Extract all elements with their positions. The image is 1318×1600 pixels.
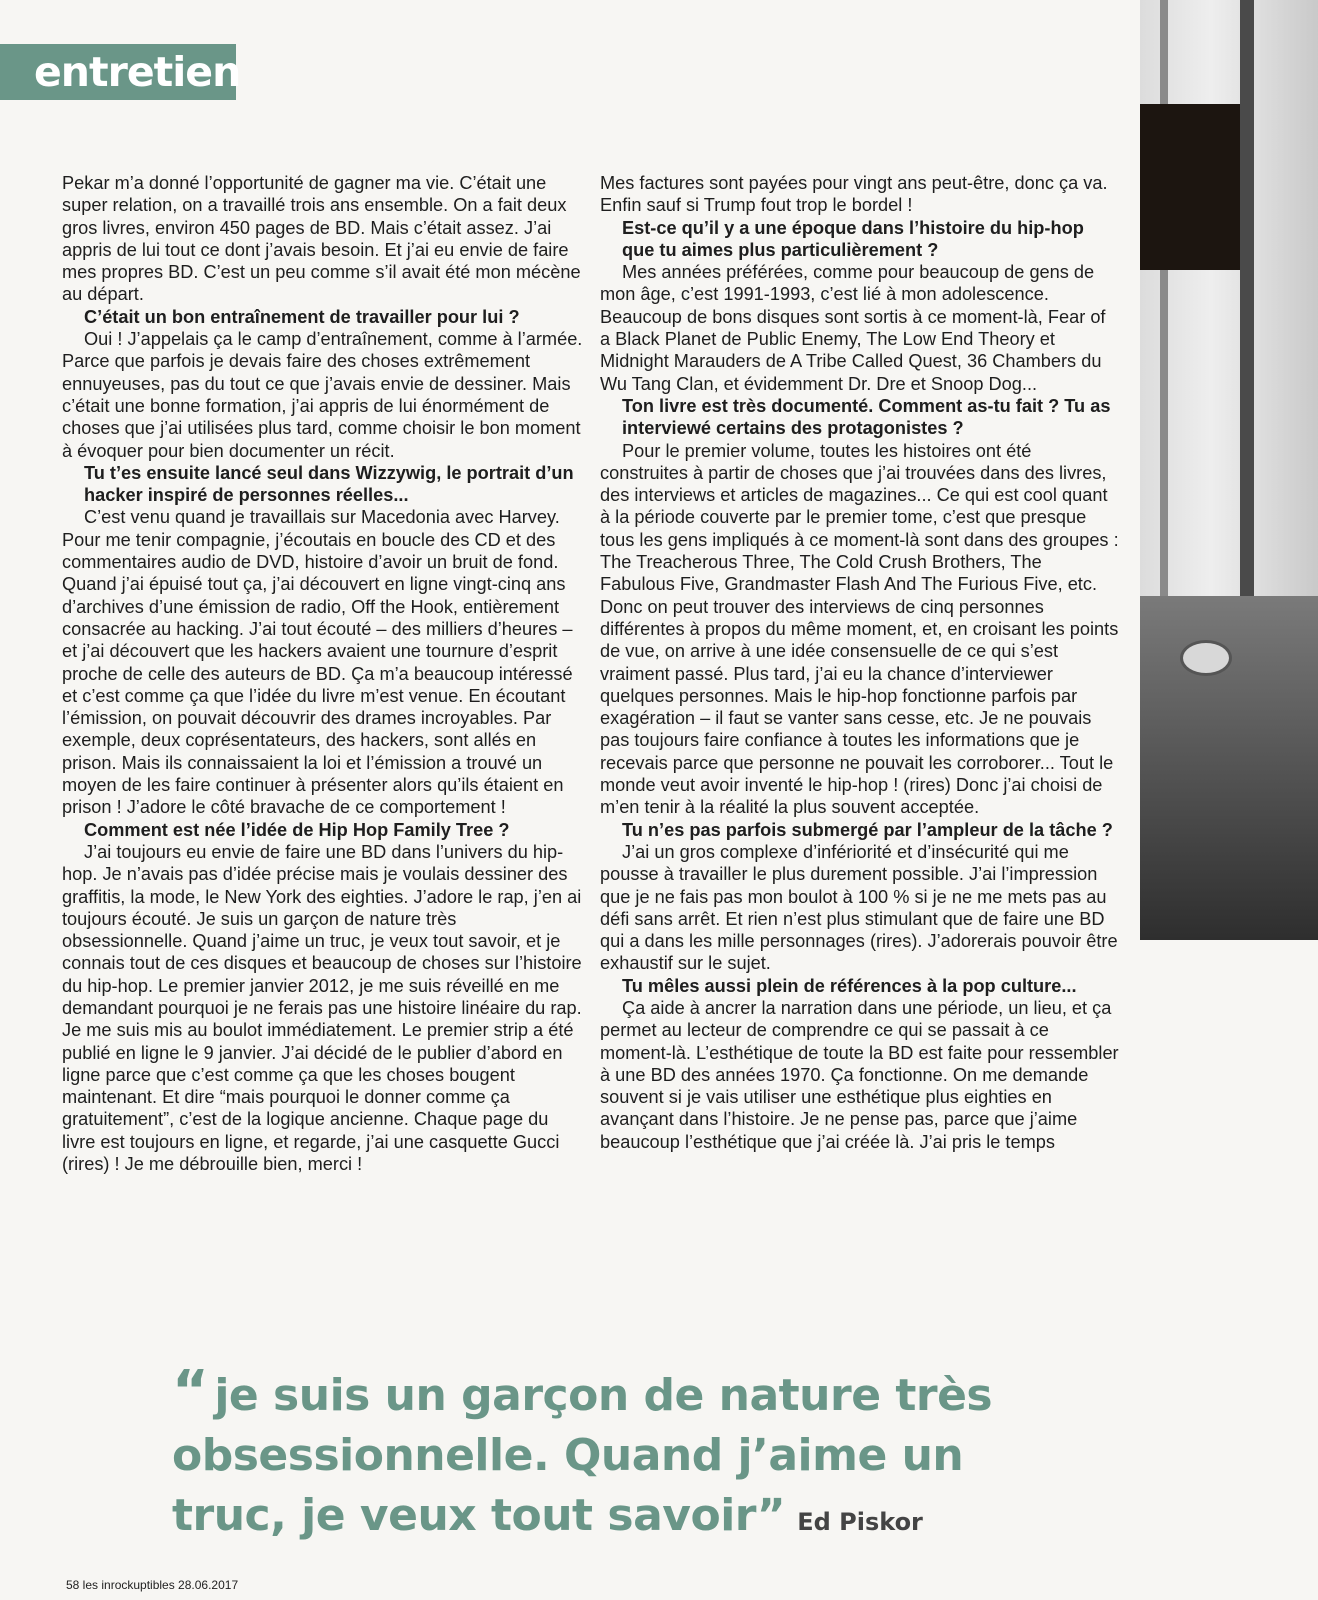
- paragraph: J’ai toujours eu envie de faire une BD dans l’univers du hip-hop. Je n’avais pas d’idée précise mais je voulais dessiner des graffitis, la mode, le New York des eighties. J’adore le rap, j’en ai toujours écouté. Je suis un garçon de nature très obsessionnelle. Quand j’aime un truc, je veux tout savoir, et je connais tout de ces disques et beaucoup de choses sur l’histoire du hip-hop. Le premier janvier 2012, je me suis réveillé en me demandant pourquoi je ne ferais pas une histoire linéaire du rap. Je me suis mis au boulot immédiatement. Le premier strip a été publié en ligne le 9 janvier. J’ai décidé de le publier d’abord en ligne parce que c’est comme ça que les choses bougent maintenant. Et dire “mais pourquoi le donner comme ça gratuitement”, c’est de la logique ancienne. Chaque page du livre est toujours en ligne, et regarde, j’ai une casquette Gucci (rires) ! Je me débrouille bien, merci !: [62, 841, 582, 1175]
- paragraph: Ça aide à ancrer la narration dans une période, un lieu, et ça permet au lecteur de comprendre ce qui se passait à ce moment-là. L’esthétique de toute la BD est faite pour ressembler à une BD des années 1970. Ça fonctionne. On me demande souvent si je vais utiliser une esthétique plus eighties en avançant dans l’histoire. Je ne pense pas, parce que j’aime beaucoup l’esthétique que j’ai créée là. J’ai pris le temps: [600, 997, 1119, 1152]
- interview-question: Comment est née l’idée de Hip Hop Family Tree ?: [84, 819, 510, 840]
- paragraph: Oui ! J’appelais ça le camp d’entraînement, comme à l’armée. Parce que parfois je devais faire des choses extrêmement ennuyeuses, pas du tout ce que j’avais envie de dessiner. Mais c’était une bonne formation, j’ai appris de lui énormément de choses que j’ai utilisées plus tard, comme choisir le bon moment à évoquer pour bien documenter un récit.: [62, 329, 583, 461]
- interview-question: Tu t’es ensuite lancé seul dans Wizzywig, le portrait d’un hacker inspiré de personnes réelles...: [84, 462, 574, 506]
- paragraph: C’est venu quand je travaillais sur Macedonia avec Harvey. Pour me tenir compagnie, j’écoutais en boucle des CD et des commentaires audio de DVD, histoire d’avoir un bruit de fond. Quand j’ai épuisé tout ça, j’ai découvert en ligne vingt-cinq ans d’archives d’une émission de radio, Off the Hook, entièrement consacrée au hacking. J’ai tout écouté – des milliers d’heures – et j’ai découvert que les hackers avaient une tournure d’esprit proche de celle des auteurs de BD. Ça m’a beaucoup intéressé et c’est comme ça que l’idée du livre m’est venue. En écoutant l’émission, on pouvait découvrir des drames incroyables. Par exemple, deux coprésentateurs, des hackers, sont allés en prison. Mais ils connaissaient la loi et l’émission a trouvé un moyen de les faire continuer à présenter alors qu’ils étaient en prison ! J’adore le côté bravache de ce comportement !: [62, 507, 573, 818]
- paragraph: Pekar m’a donné l’opportunité de gagner ma vie. C’était une super relation, on a travaillé trois ans ensemble. On a fait deux gros livres, environ 450 pages de BD. Mais c’était assez. J’ai appris de lui tout ce dont j’avais besoin. Et j’ai eu envie de faire mes propres BD. C’est un peu comme s’il avait été mon mécène au départ.: [62, 173, 581, 305]
- paragraph: Pour le premier volume, toutes les histoires ont été construites à partir de choses que j’ai trouvées dans des livres, des interviews et articles de magazines... Ce qui est cool quant à la période couverte par le premier tome, c’est que presque tous les gens impliqués à ce moment-là sont dans des groupes : The Treacherous Three, The Cold Crush Brothers, The Fabulous Five, Grandmaster Flash And The Furious Five, etc. Donc on peut trouver des interviews de cinq personnes différentes à propos du même moment, et, en croisant les points de vue, on arrive à une idée consensuelle de ce qui s’est vraiment passé. Plus tard, j’ai eu la chance d’interviewer quelques personnes. Mais le hip-hop fonctionne parfois par exagération – il faut se vanter sans cesse, etc. Je ne pouvais pas toujours faire confiance à toutes les informations que je recevais parce que personne ne pouvait les corroborer... Tout le monde veut avoir inventé le hip-hop ! (rires) Donc j’ai choisi de m’en tenir à la réalité la plus souvent acceptée.: [600, 440, 1119, 818]
- pull-quote: [172, 1359, 1072, 1552]
- pull-quote-text: je suis un garçon de nature très obsessionnelle. Quand j’aime un truc, je veux tout savoir: [172, 1370, 993, 1541]
- interview-question: Tu mêles aussi plein de références à la pop culture...: [622, 975, 1077, 996]
- interior-photo: [1140, 0, 1318, 940]
- page-folio: 58 les inrockuptibles 28.06.2017: [66, 1578, 239, 1592]
- paragraph: Mes factures sont payées pour vingt ans peut-être, donc ça va. Enfin sauf si Trump fout trop le bordel !: [600, 173, 1108, 216]
- interview-question: Ton livre est très documenté. Comment as-tu fait ? Tu as interviewé certains des protagonistes ?: [622, 395, 1111, 439]
- article-column-left: [62, 172, 584, 1175]
- article-column-right: [600, 172, 1120, 1153]
- section-tag: entretien: [0, 44, 236, 100]
- paragraph: J’ai un gros complexe d’infériorité et d’insécurité qui me pousse à travailler le plus durement possible. J’ai l’impression que je ne fais pas mon boulot à 100 % si je ne me mets pas au défi sans arrêt. Et rien n’est plus stimulant que de faire une BD qui a dans les mille personnages (rires). J’adorerais pouvoir être exhaustif sur le sujet.: [600, 841, 1118, 974]
- open-quote-mark: “: [172, 1359, 209, 1424]
- interview-question: C’était un bon entraînement de travailler pour lui ?: [84, 306, 520, 327]
- paragraph: Mes années préférées, comme pour beaucoup de gens de mon âge, c’est 1991-1993, c’est lié à mon adolescence. Beaucoup de bons disques sont sortis à ce moment-là, Fear of a Black Planet de Public Enemy, The Low End Theory et Midnight Marauders de A Tribe Called Quest, 36 Chambers du Wu Tang Clan, et évidemment Dr. Dre et Snoop Dog...: [600, 262, 1106, 394]
- pull-quote-author: Ed Piskor: [797, 1508, 923, 1536]
- close-quote-mark: ”: [756, 1490, 786, 1541]
- interview-question: Tu n’es pas parfois submergé par l’ampleur de la tâche ?: [622, 819, 1113, 840]
- interview-question: Est-ce qu’il y a une époque dans l’histoire du hip-hop que tu aimes plus particulièrement ?: [622, 217, 1084, 260]
